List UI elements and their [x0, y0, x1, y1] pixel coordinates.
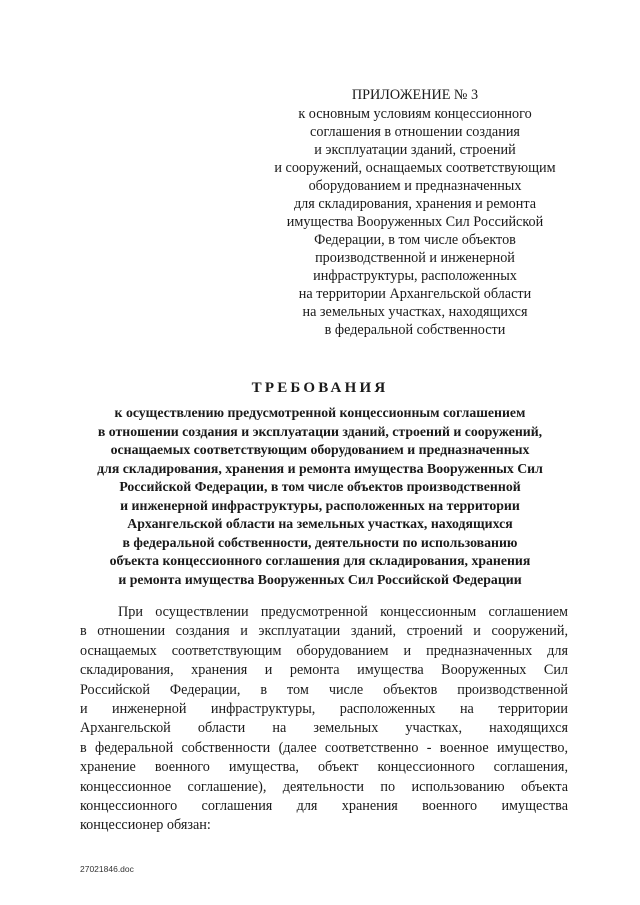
body-paragraph [80, 603, 568, 836]
paragraph-line: концессионного соглашения для хранения военного имущества [80, 798, 568, 815]
paragraph-line: в отношении создания и эксплуатации зданий, строений и сооружений, [80, 623, 568, 640]
paragraph-line: хранение военного имущества, объект концессионного соглашения, [80, 759, 568, 776]
appendix-line: к основным условиям концессионного [298, 106, 532, 122]
subtitle-line: оснащаемых соответствующим оборудованием и предназначенных [110, 442, 530, 457]
paragraph-line: концессионное соглашение), деятельности по использованию объекта [80, 778, 568, 795]
subtitle-line: объекта концессионного соглашения для складирования, хранения [109, 553, 531, 568]
subtitle-line: Архангельской области на земельных участках, находящихся [127, 516, 513, 531]
requirements-title: ТРЕБОВАНИЯ [251, 380, 389, 396]
appendix-heading: ПРИЛОЖЕНИЕ № 3 [351, 87, 479, 103]
requirements-subtitle [60, 404, 580, 589]
subtitle-line: Российской Федерации, в том числе объектов производственной [119, 479, 521, 494]
subtitle-line: в отношении создания и эксплуатации зданий, строений и сооружений, [97, 423, 543, 439]
subtitle-line: и инженерной инфраструктуры, расположенных на территории [120, 497, 520, 513]
appendix-line: Федерации, в том числе объектов [314, 232, 516, 248]
subtitle-line: к осуществлению предусмотренной концессионным соглашением [114, 405, 526, 420]
appendix-line: имущества Вооруженных Сил Российской [286, 214, 544, 230]
appendix-block [250, 86, 580, 339]
appendix-line: инфраструктуры, расположенных [313, 268, 517, 284]
paragraph-line: Российской Федерации, в том числе объектов производственной [80, 681, 568, 698]
paragraph-line: складирования, хранения и ремонта имущества Вооруженных Сил [80, 662, 568, 679]
appendix-line: соглашения в отношении создания [310, 124, 520, 140]
paragraph-line: При осуществлении предусмотренной концессионным соглашением [118, 604, 568, 620]
appendix-line: оборудованием и предназначенных [308, 178, 522, 194]
appendix-line: производственной и инженерной [315, 250, 515, 266]
appendix-line: на территории Архангельской области [298, 286, 532, 302]
subtitle-line: для складирования, хранения и ремонта имущества Вооруженных Сил [97, 460, 543, 476]
paragraph-line: и инженерной инфраструктуры, расположенных на территории [80, 701, 568, 718]
appendix-line: и сооружений, оснащаемых соответствующим [274, 160, 556, 176]
appendix-line: в федеральной собственности [324, 322, 506, 338]
paragraph-line: концессионер обязан: [80, 817, 211, 834]
paragraph-line: в федеральной собственности (далее соответственно - военное имущество, [80, 739, 568, 756]
subtitle-line: в федеральной собственности, деятельности по использованию [122, 534, 518, 550]
subtitle-line: и ремонта имущества Вооруженных Сил Российской Федерации [118, 571, 522, 587]
document-filename: 27021846.doc [80, 864, 134, 874]
paragraph-line: Архангельской области на земельных участках, находящихся [80, 720, 568, 737]
paragraph-line: оснащаемых соответствующим оборудованием и предназначенных для [80, 642, 568, 659]
appendix-line: и эксплуатации зданий, строений [314, 142, 516, 158]
appendix-line: на земельных участках, находящихся [302, 304, 528, 320]
appendix-line: для складирования, хранения и ремонта [293, 196, 537, 212]
